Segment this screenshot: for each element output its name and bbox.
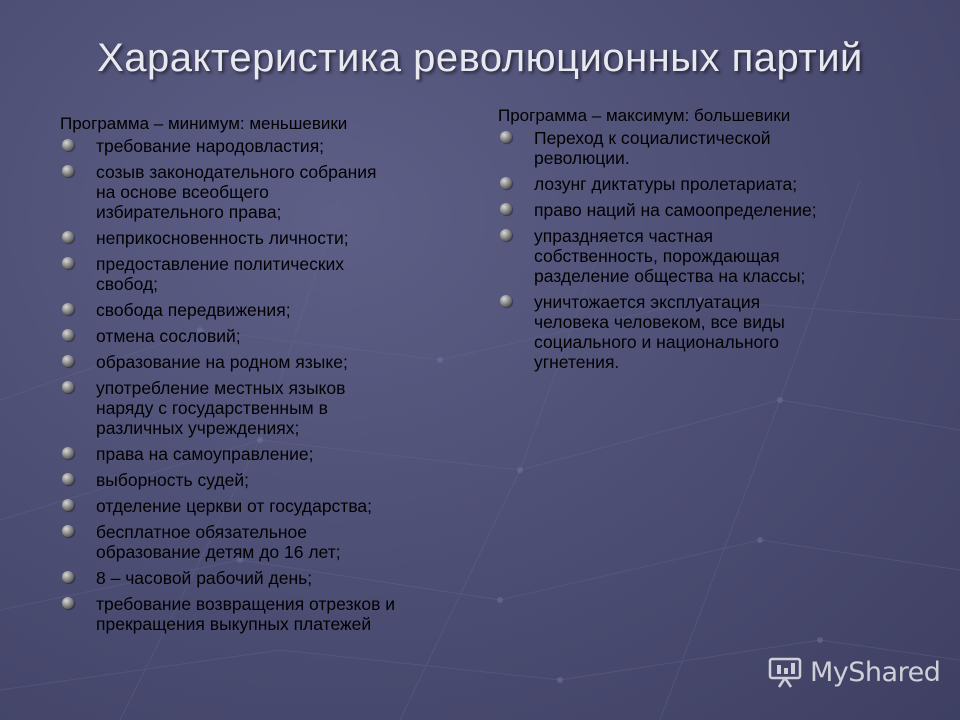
minimum-program-item [60, 326, 470, 346]
item-text-line: употребление местных языков [96, 378, 346, 398]
item-text-line: наряду с государственным в [96, 398, 328, 418]
item-text-line: созыв законодательного собрания [96, 162, 377, 182]
presentation-icon [768, 656, 804, 688]
bullet-icon [62, 355, 74, 367]
item-text-line: Переход к социалистической [534, 128, 771, 148]
item-text-line: требование возвращения отрезков и [96, 594, 396, 614]
maximum-program-item [498, 292, 898, 372]
item-text-line: собственность, порождающая [534, 246, 780, 266]
bullet-icon [62, 231, 74, 243]
item-text-line: избирательного права; [96, 202, 282, 222]
bullet-icon [62, 447, 74, 459]
minimum-program-column [60, 114, 470, 640]
slide-title: Характеристика революционных партий [97, 36, 863, 80]
minimum-program-list [60, 136, 470, 634]
item-text-line: лозунг диктатуры пролетариата; [534, 174, 798, 194]
bullet-icon [500, 131, 512, 143]
minimum-program-item [60, 228, 470, 248]
bullet-icon [500, 229, 512, 241]
bullet-icon [62, 597, 74, 609]
item-text-line: права на самоуправление; [96, 444, 314, 464]
bullet-icon [500, 177, 512, 189]
watermark-text: MyShared [810, 656, 941, 688]
bullet-icon [500, 203, 512, 215]
bullet-icon [62, 499, 74, 511]
item-text-line: уничтожается эксплуатация [534, 292, 761, 312]
maximum-program-item [498, 226, 898, 286]
minimum-program-heading: Программа – минимум: меньшевики [60, 114, 348, 133]
item-text-line: отделение церкви от государства; [96, 496, 373, 516]
minimum-program-item [60, 352, 470, 372]
item-text-line: отмена сословий; [96, 326, 241, 346]
minimum-program-item [60, 444, 470, 464]
bullet-icon [62, 329, 74, 341]
maximum-program-item [498, 174, 898, 194]
item-text-line: требование народовластия; [96, 136, 325, 156]
item-text-line: на основе всеобщего [96, 182, 269, 202]
item-text-line: 8 – часовой рабочий день; [96, 568, 313, 588]
minimum-program-item [60, 522, 470, 562]
bullet-icon [62, 473, 74, 485]
bullet-icon [62, 165, 74, 177]
item-text-line: социального и национального [534, 332, 779, 352]
minimum-program-item [60, 470, 470, 490]
minimum-program-item [60, 254, 470, 294]
item-text-line: неприкосновенность личности; [96, 228, 349, 248]
item-text-line: образование на родном языке; [96, 352, 348, 372]
bullet-icon [62, 571, 74, 583]
bullet-icon [62, 257, 74, 269]
item-text-line: угнетения. [534, 352, 620, 372]
item-text-line: различных учреждениях; [96, 418, 300, 438]
minimum-program-item [60, 594, 470, 634]
minimum-program-item [60, 300, 470, 320]
bullet-icon [62, 139, 74, 151]
maximum-program-item [498, 200, 898, 220]
bullet-icon [62, 303, 74, 315]
item-text-line: предоставление политических [96, 254, 345, 274]
minimum-program-item [60, 568, 470, 588]
item-text-line: революции. [534, 148, 630, 168]
bullet-icon [62, 525, 74, 537]
maximum-program-list [498, 128, 898, 372]
item-text-line: прекращения выкупных платежей [96, 614, 372, 634]
item-text-line: свобода передвижения; [96, 300, 291, 320]
item-text-line: образование детям до 16 лет; [96, 542, 341, 562]
bullet-icon [500, 295, 512, 307]
item-text-line: бесплатное обязательное [96, 522, 307, 542]
myshared-watermark [768, 656, 940, 688]
minimum-program-item [60, 136, 470, 156]
maximum-program-column [498, 106, 898, 378]
item-text-line: разделение общества на классы; [534, 266, 806, 286]
minimum-program-item [60, 496, 470, 516]
item-text-line: упраздняется частная [534, 226, 714, 246]
item-text-line: человека человеком, все виды [534, 312, 785, 332]
item-text-line: свобод; [96, 274, 159, 294]
bullet-icon [62, 381, 74, 393]
item-text-line: выборность судей; [96, 470, 250, 490]
minimum-program-item [60, 378, 470, 438]
maximum-program-item [498, 128, 898, 168]
item-text-line: право наций на самоопределение; [534, 200, 817, 220]
maximum-program-heading: Программа – максимум: большевики [498, 106, 791, 125]
minimum-program-item [60, 162, 470, 222]
